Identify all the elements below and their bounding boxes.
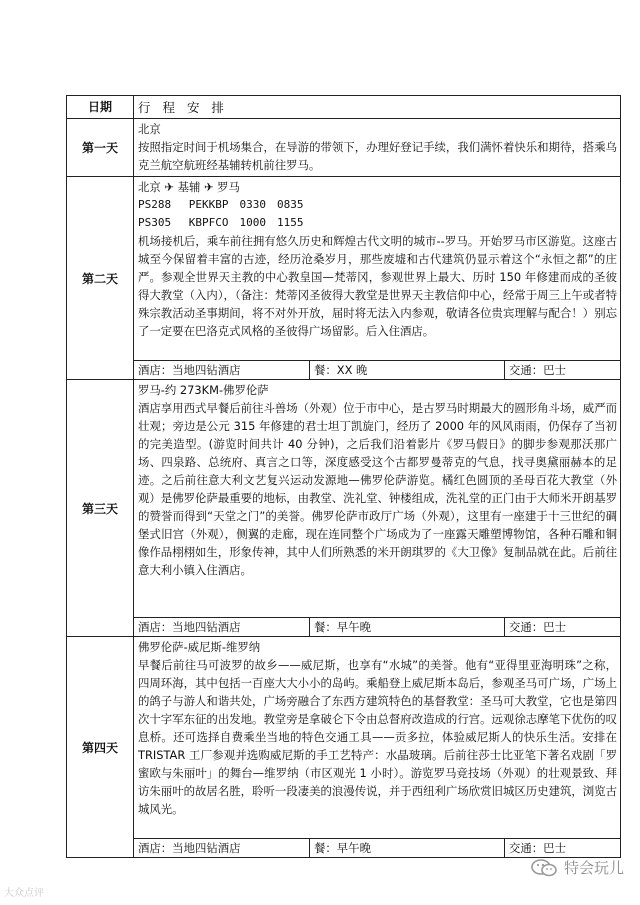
day-row-2 bbox=[67, 177, 621, 361]
table-header-row bbox=[67, 96, 621, 119]
day-plan bbox=[134, 177, 621, 361]
day-footer bbox=[134, 361, 621, 380]
watermark-left-text: 大众点评 bbox=[4, 888, 44, 899]
day-plan bbox=[134, 380, 621, 618]
watermark-right bbox=[530, 857, 624, 878]
day-route: 北京 bbox=[138, 122, 161, 136]
day-footer-row-4 bbox=[67, 839, 621, 858]
flight-line: PS305 KBPFCO 1000 1155 bbox=[138, 216, 304, 229]
day-route: 罗马-约 273KM-佛罗伦萨 bbox=[138, 383, 269, 397]
header-plan: 行 程 安 排 bbox=[134, 96, 621, 119]
hotel-info: 酒店：当地四钻酒店 bbox=[134, 361, 310, 379]
header-day: 日期 bbox=[67, 96, 134, 119]
meal-info: 餐：XX 晚 bbox=[310, 361, 505, 379]
day-description: 早餐后前往马可波罗的故乡——威尼斯，也享有“水城”的美誉。他有“亚得里亚海明珠”之称，四周环海，其中包括一百座大大小小的岛屿。乘船登上威尼斯本岛后，参观圣马可广场，广场上的鸽子与游人和谐共处，广场旁融合了东西方建筑特色的基督教堂：圣马可大教堂，它也是第四次十字军东征的出发地。教堂旁是拿破仑下令由总督府改造成的行宫。远观徐志摩笔下优伤的叹息桥。还可选择自费乘坐当地的特色交通工具——贡多拉，体验威尼斯人的快乐生活。安排在 TRISTAR 工厂参观并选购威尼斯的手工艺特产：水晶玻璃。后前往莎士比亚笔下著名戏剧「罗蜜欧与朱丽叶」的舞台—维罗纳（市区观光 1 小时）。游览罗马竞技场（外观）的壮观景致、拜访朱丽叶的故居名胜，聆听一段凄美的浪漫传说，并于西纽利广场欣赏旧城区历史建筑，浏览古城风光。 bbox=[138, 658, 617, 816]
transport-info: 交通：巴士 bbox=[509, 620, 566, 634]
hotel-info: 酒店：当地四钻酒店 bbox=[134, 839, 310, 857]
day-footer-row-3 bbox=[67, 618, 621, 637]
day-row-1 bbox=[67, 119, 621, 177]
watermark-right-text: 特会玩儿 bbox=[563, 859, 624, 877]
itinerary-table bbox=[66, 95, 621, 858]
day-description: 按照指定时间于机场集合，在导游的带领下，办理好登记手续，我们满怀着快乐和期待，搭乘乌克兰航空航班经基辅转机前往罗马。 bbox=[138, 140, 617, 172]
day-footer-row-2 bbox=[67, 361, 621, 380]
transport-info: 交通：巴士 bbox=[509, 363, 566, 377]
day-route: 佛罗伦萨-威尼斯-维罗纳 bbox=[138, 640, 261, 654]
day-row-3 bbox=[67, 380, 621, 618]
day-plan bbox=[134, 637, 621, 839]
transport-info: 交通：巴士 bbox=[509, 841, 566, 855]
watermark-left bbox=[4, 884, 44, 899]
day-description: 酒店享用西式早餐后前往斗兽场（外观）位于市中心，是古罗马时期最大的圆形角斗场，威严而壮观；旁边是公元 315 年修建的君士坦丁凯旋门，经历了 2000 年的风风雨雨，仍保存了当初的完美造型。(游览时间共计 40 分钟)，之后我们沿着影片《罗马假日》的脚步参观那沃那广场、四泉路、总统府、真言之口等，深度感受这个古都罗曼蒂克的气息，找寻奥黛丽赫本的足迹。之后前往意大利文艺复兴运动发源地—佛罗伦萨游览。橘红色圆顶的圣母百花大教堂（外观）是佛罗伦萨最重要的地标，由教堂、洗礼堂、钟楼组成，洗礼堂的正门由于大师米开朗基罗的赞誉而得到“天堂之门”的美誉。佛罗伦萨市政厅广场（外观），这里有一座建于十三世纪的碉堡式旧宫（外观），侧翼的走廊，现在连同整个广场成为了一座露天雕塑博物馆，各种石雕和铜像作品栩栩如生，形象传神，其中人们所熟悉的米开朗琪罗的《大卫像》复制品就在此。后前往意大利小镇入住酒店。 bbox=[138, 401, 617, 577]
day-route: 北京 ✈ 基辅 ✈ 罗马 bbox=[138, 180, 240, 194]
day-label: 第三天 bbox=[67, 380, 134, 637]
flight-line: PS288 PEKKBP 0330 0835 bbox=[138, 198, 304, 211]
day-description: 机场接机后，乘车前往拥有悠久历史和辉煌古代文明的城市--罗马。开始罗马市区游览。这座古城至今保留着丰富的古迹，经历沧桑岁月，那些废墟和古代建筑仍显示着这个“永恒之都”的庄严。参观全世界天主教的中心教皇国—梵蒂冈，参观世界上最大、历时 150 年修建而成的圣彼得大教堂（入内），（备注：梵蒂冈圣彼得大教堂是世界天主教信仰中心，经常于周三上午或者特殊宗教活动圣事期间，将不对外开放，届时将无法入内参观，敬请各位贵宾理解与配合！）别忘了一定要在巴洛克式风格的圣彼得广场留影。后入住酒店。 bbox=[138, 234, 617, 338]
day-footer bbox=[134, 839, 621, 858]
day-label: 第一天 bbox=[67, 119, 134, 177]
day-footer bbox=[134, 618, 621, 637]
day-plan bbox=[134, 119, 621, 177]
meal-info: 餐：早午晚 bbox=[310, 618, 505, 636]
day-label: 第二天 bbox=[67, 177, 134, 380]
day-label: 第四天 bbox=[67, 637, 134, 858]
meal-info: 餐：早午晚 bbox=[310, 839, 505, 857]
hotel-info: 酒店：当地四钻酒店 bbox=[134, 618, 310, 636]
wechat-icon bbox=[530, 858, 558, 878]
day-row-4 bbox=[67, 637, 621, 839]
